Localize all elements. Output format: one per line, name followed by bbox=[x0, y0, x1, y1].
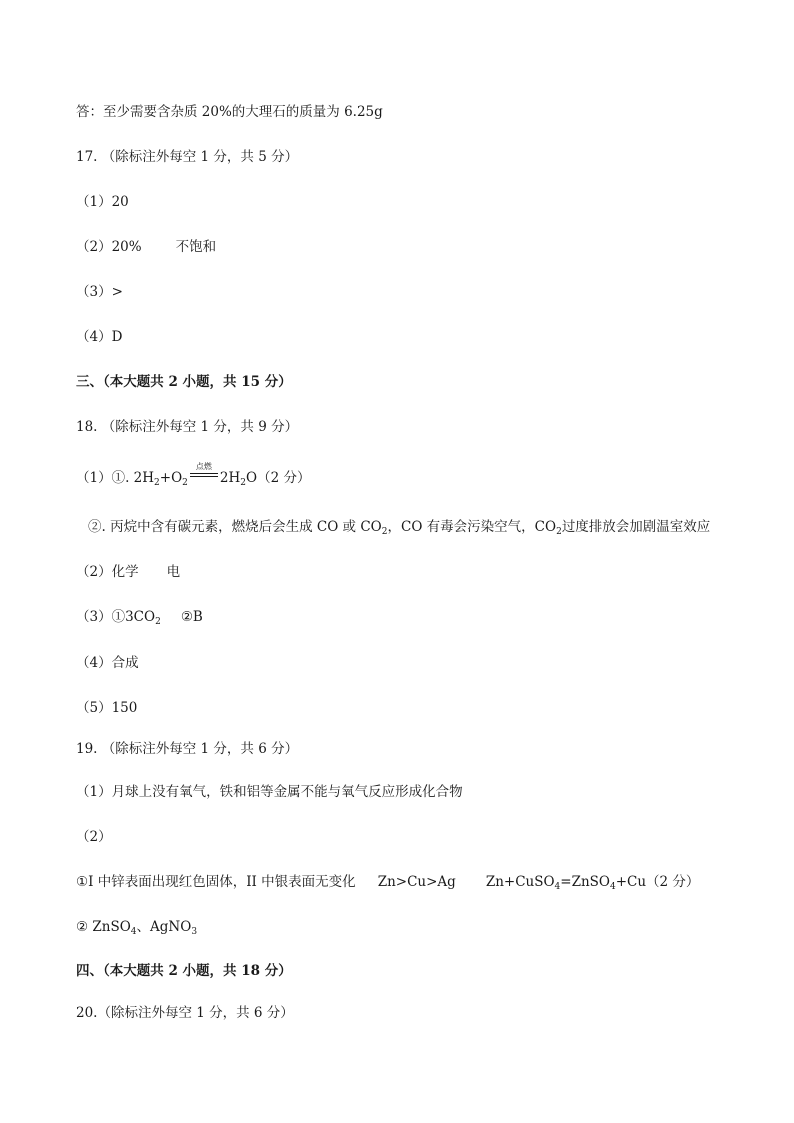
q18-part3 bbox=[76, 608, 203, 626]
q19-sub1-eq-sub-1: 4 bbox=[554, 882, 561, 892]
q19-sub1-answer-b: Zn>Cu>Ag bbox=[377, 874, 456, 890]
q19-sub2-a-sub: 4 bbox=[130, 927, 137, 937]
eq-h2o-subscript: 2 bbox=[240, 478, 247, 488]
section-4-heading: 四、（本大题共 2 小题，共 18 分） bbox=[76, 963, 292, 979]
q19-sub1-answer-a: ①I 中锌表面出现红色固体，II 中银表面无变化 bbox=[76, 874, 356, 890]
q19-part1: （1）月球上没有氧气，铁和铝等金属不能与氧气反应形成化合物 bbox=[76, 784, 463, 800]
q17-part2-answer-a: （2）20% bbox=[76, 239, 142, 255]
q18-header: 18. （除标注外每空 1 分，共 9 分） bbox=[76, 419, 299, 435]
q17-part1: （1）20 bbox=[76, 194, 129, 210]
q19-part2-sub1 bbox=[76, 873, 699, 891]
q17-header: 17. （除标注外每空 1 分，共 5 分） bbox=[76, 149, 299, 165]
reaction-condition-label: 点燃 bbox=[195, 462, 212, 471]
q18-part4: （4）合成 bbox=[76, 655, 139, 671]
q18-sub2-sub-1: 2 bbox=[381, 527, 388, 537]
q17-part3: （3）> bbox=[76, 284, 123, 300]
q18-part1-equation bbox=[76, 462, 311, 488]
q20-header: 20.（除标注外每空 1 分，共 6 分） bbox=[76, 1005, 294, 1021]
q19-part2: （2） bbox=[76, 829, 112, 845]
q19-sub2-b-sub: 3 bbox=[191, 927, 198, 937]
q18-sub2-text-3: 过度排放会加剧温室效应 bbox=[561, 519, 711, 535]
q19-sub2-a: ② ZnSO bbox=[76, 919, 131, 935]
q18-sub2-text-2: ，CO 有毒会污染空气，CO bbox=[387, 519, 557, 535]
q19-sub1-eq-1: Zn+CuSO bbox=[485, 874, 555, 890]
q18-sub2-text-1: ②. 丙烷中含有碳元素，燃烧后会生成 CO 或 CO bbox=[88, 519, 382, 535]
q19-header: 19. （除标注外每空 1 分，共 6 分） bbox=[76, 741, 299, 757]
q18-part3-answer-a: （3）①3CO bbox=[76, 609, 156, 625]
q18-part5: （5）150 bbox=[76, 700, 138, 716]
q18-part2-answer-b: 电 bbox=[166, 564, 181, 580]
q18-sub2-sub-2: 2 bbox=[556, 527, 562, 537]
q17-part4: （4）D bbox=[76, 329, 123, 345]
reaction-condition-arrow bbox=[189, 462, 219, 482]
q17-part2 bbox=[76, 238, 216, 256]
eq-product: 2H bbox=[219, 470, 241, 486]
q18-part3-subscript: 2 bbox=[155, 617, 161, 627]
eq-plus-o: +O bbox=[159, 470, 183, 486]
q18-part3-answer-b: ②B bbox=[180, 609, 203, 625]
eq-prefix: （1）①. 2H bbox=[76, 470, 155, 486]
eq-product-tail: O（2 分） bbox=[246, 470, 311, 486]
q18-part2 bbox=[76, 563, 180, 581]
q19-sub2-b: 、AgNO bbox=[136, 919, 192, 935]
q19-sub1-eq-sub-2: 4 bbox=[609, 882, 616, 892]
q18-part1-sub2 bbox=[88, 518, 710, 536]
answer-line: 答：至少需要含杂质 20%的大理石的质量为 6.25g bbox=[76, 104, 383, 120]
q19-part2-sub2 bbox=[76, 918, 197, 936]
q18-part2-answer-a: （2）化学 bbox=[76, 564, 139, 580]
section-3-heading: 三、（本大题共 2 小题，共 15 分） bbox=[76, 374, 292, 390]
q19-sub1-eq-3: +Cu（2 分） bbox=[615, 874, 700, 890]
q17-part2-answer-b: 不饱和 bbox=[175, 239, 217, 255]
q19-sub1-eq-2: =ZnSO bbox=[560, 874, 610, 890]
eq-o2-subscript: 2 bbox=[182, 478, 188, 488]
eq-h2-subscript: 2 bbox=[154, 478, 160, 488]
